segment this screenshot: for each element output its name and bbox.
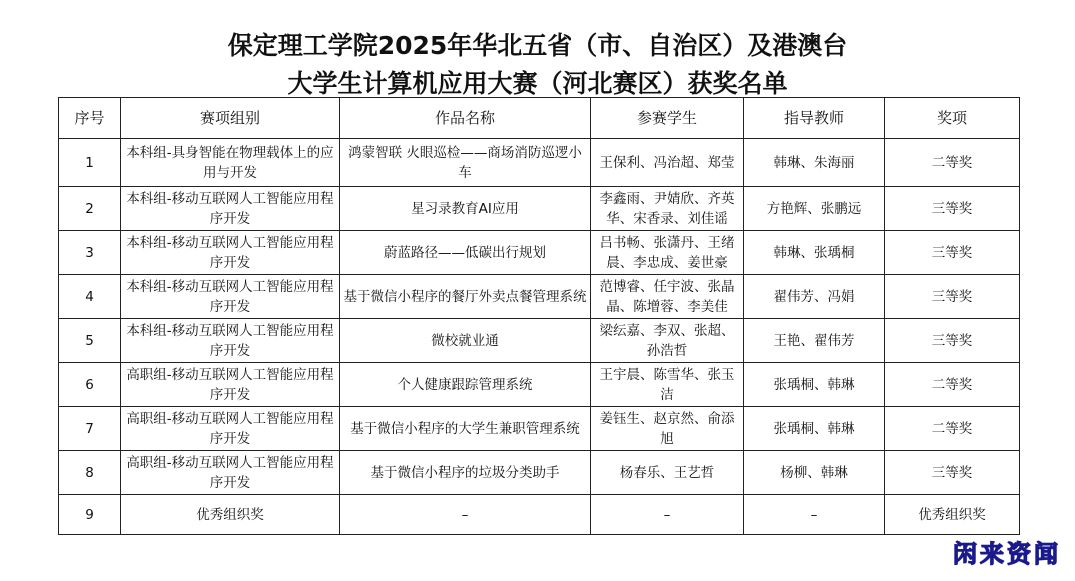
row-students: 李鑫雨、尹婧欣、齐英华、宋香录、刘佳谣: [591, 187, 744, 231]
row-group: 优秀组织奖: [121, 495, 340, 535]
column-header-award: 奖项: [885, 98, 1020, 139]
column-header-students: 参赛学生: [591, 98, 744, 139]
table-row: [59, 231, 1020, 275]
table-row: [59, 139, 1020, 187]
row-award: 三等奖: [885, 319, 1020, 363]
row-award: 三等奖: [885, 231, 1020, 275]
table-header-row: [59, 98, 1020, 139]
row-students: –: [591, 495, 744, 535]
row-no: 1: [59, 139, 121, 187]
row-no: 6: [59, 363, 121, 407]
watermark-logo: 闲来资闻: [953, 540, 1061, 568]
column-header-work: 作品名称: [340, 98, 591, 139]
table-row: [59, 363, 1020, 407]
row-students: 范博睿、任宇波、张晶晶、陈增蓉、李美佳: [591, 275, 744, 319]
table-row: [59, 451, 1020, 495]
row-award: 三等奖: [885, 187, 1020, 231]
row-work: 基于微信小程序的垃圾分类助手: [340, 451, 591, 495]
row-students: 王保利、冯治超、郑莹: [591, 139, 744, 187]
row-award: 二等奖: [885, 363, 1020, 407]
row-group: 本科组-移动互联网人工智能应用程序开发: [121, 231, 340, 275]
column-header-no: 序号: [59, 98, 121, 139]
row-award: 二等奖: [885, 407, 1020, 451]
row-teachers: 张瑀桐、韩琳: [744, 407, 885, 451]
row-no: 9: [59, 495, 121, 535]
column-header-group: 赛项组别: [121, 98, 340, 139]
row-award: 三等奖: [885, 451, 1020, 495]
row-teachers: –: [744, 495, 885, 535]
row-students: 姜钰生、赵京然、俞添旭: [591, 407, 744, 451]
document-title-line-1: 保定理工学院2025年华北五省（市、自治区）及港澳台: [227, 31, 848, 60]
row-teachers: 韩琳、张瑀桐: [744, 231, 885, 275]
table-row: [59, 495, 1020, 535]
table-row: [59, 187, 1020, 231]
row-work: 个人健康跟踪管理系统: [340, 363, 591, 407]
row-students: 王宇晨、陈雪华、张玉洁: [591, 363, 744, 407]
award-list-table: [58, 97, 1020, 535]
row-students: 吕书畅、张潇丹、王绪晨、李忠成、姜世豪: [591, 231, 744, 275]
row-no: 7: [59, 407, 121, 451]
row-group: 本科组-移动互联网人工智能应用程序开发: [121, 187, 340, 231]
row-work: 基于微信小程序的餐厅外卖点餐管理系统: [340, 275, 591, 319]
row-work: 微校就业通: [340, 319, 591, 363]
document-title-line-2: 大学生计算机应用大赛（河北赛区）获奖名单: [287, 69, 788, 98]
row-students: 杨春乐、王艺哲: [591, 451, 744, 495]
row-award: 二等奖: [885, 139, 1020, 187]
row-group: 本科组-具身智能在物理载体上的应用与开发: [121, 139, 340, 187]
row-work: 蔚蓝路径——低碳出行规划: [340, 231, 591, 275]
row-teachers: 杨柳、韩琳: [744, 451, 885, 495]
row-teachers: 张瑀桐、韩琳: [744, 363, 885, 407]
row-no: 4: [59, 275, 121, 319]
row-group: 高职组-移动互联网人工智能应用程序开发: [121, 363, 340, 407]
table-row: [59, 275, 1020, 319]
row-students: 梁纭嘉、李双、张超、孙浩哲: [591, 319, 744, 363]
row-teachers: 方艳辉、张鹏远: [744, 187, 885, 231]
row-group: 高职组-移动互联网人工智能应用程序开发: [121, 407, 340, 451]
row-award: 优秀组织奖: [885, 495, 1020, 535]
row-no: 8: [59, 451, 121, 495]
row-work: 基于微信小程序的大学生兼职管理系统: [340, 407, 591, 451]
row-award: 三等奖: [885, 275, 1020, 319]
row-teachers: 王艳、翟伟芳: [744, 319, 885, 363]
row-work: 星习录教育AI应用: [340, 187, 591, 231]
row-work: 鸿蒙智联 火眼巡检——商场消防巡逻小车: [340, 139, 591, 187]
row-group: 本科组-移动互联网人工智能应用程序开发: [121, 275, 340, 319]
row-teachers: 翟伟芳、冯娟: [744, 275, 885, 319]
table-row: [59, 407, 1020, 451]
row-work: –: [340, 495, 591, 535]
row-no: 2: [59, 187, 121, 231]
table-row: [59, 319, 1020, 363]
row-no: 5: [59, 319, 121, 363]
row-group: 本科组-移动互联网人工智能应用程序开发: [121, 319, 340, 363]
row-group: 高职组-移动互联网人工智能应用程序开发: [121, 451, 340, 495]
row-teachers: 韩琳、朱海丽: [744, 139, 885, 187]
column-header-teachers: 指导教师: [744, 98, 885, 139]
row-no: 3: [59, 231, 121, 275]
